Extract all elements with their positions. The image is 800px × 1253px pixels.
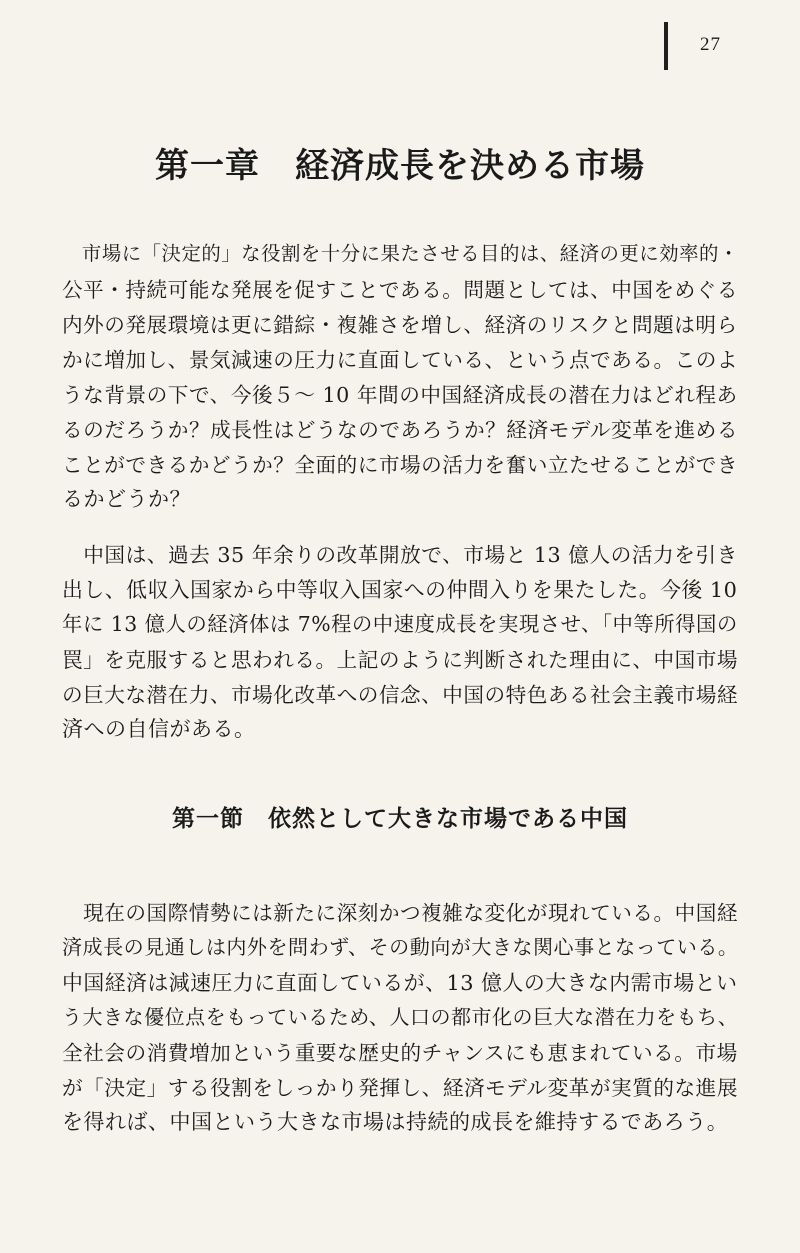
paragraph-line: るかどうか？ [62, 487, 191, 511]
paragraph-line: 公平・持続可能な発展を促すことである。問題としては、中国をめぐる [62, 278, 739, 302]
section-title: 第一節 依然として大きな市場である中国 [172, 806, 628, 832]
paragraph-line: う大きな優位点をもっているため、人口の都市化の巨大な潜在力をもち、 [62, 1005, 739, 1029]
paragraph-line: 罠」を克服すると思われる。上記のように判断された理由に、中国市場 [62, 648, 739, 672]
paragraph-line: が「決定」する役割をしっかり発揮し、経済モデル変革が実質的な進展 [62, 1076, 738, 1100]
paragraph-line: を得れば、中国という大きな市場は持続的成長を維持するであろう。 [62, 1110, 729, 1134]
paragraph-line: 出し、低収入国家から中等収入国家への仲間入りを果たした。今後 10 [62, 578, 738, 602]
paragraph-line: 済成長の見通しは内外を問わず、その動向が大きな関心事となっている。 [62, 935, 739, 959]
paragraph-line: ことができるかどうか？全面的に市場の活力を奮い立たせることができ [62, 453, 739, 477]
paragraph-line: 全社会の消費増加という重要な歴史的チャンスにも恵まれている。市場 [62, 1041, 738, 1065]
chapter-title: 第一章 経済成長を決める市場 [155, 146, 645, 186]
paragraph-line: 現在の国際情勢には新たに深刻かつ複雑な変化が現れている。中国経 [62, 901, 739, 925]
paragraph-line: うな背景の下で、今後５～ 10 年間の中国経済成長の潜在力はどれ程あ [62, 383, 738, 407]
paragraph-line: の巨大な潜在力、市場化改革への信念、中国の特色ある社会主義市場経 [62, 683, 739, 707]
page-number: 27 [700, 34, 721, 55]
paragraph-line: かに増加し、景気減速の圧力に直面している、という点である。このよ [62, 348, 739, 372]
paragraph-line: 内外の発展環境は更に錯綜・複雑さを増し、経済のリスクと問題は明ら [62, 313, 738, 337]
paragraph-line: 年に 13 億人の経済体は 7%程の中速度成長を実現させ、「中等所得国の [62, 612, 738, 636]
header-vertical-rule [664, 22, 668, 70]
paragraph-line: 中国は、過去 35 年余りの改革開放で、市場と 13 億人の活力を引き [62, 543, 738, 567]
paragraph-line: るのだろうか？成長性はどうなのであろうか？経済モデル変革を進める [62, 418, 738, 442]
paragraph-line: 市場に「決定的」な役割を十分に果たさせる目的は、経済の更に効率的・ [62, 242, 739, 265]
paragraph-line: 中国経済は減速圧力に直面しているが、13 億人の大きな内需市場とい [62, 971, 738, 995]
paragraph-line: 済への自信がある。 [62, 717, 256, 741]
